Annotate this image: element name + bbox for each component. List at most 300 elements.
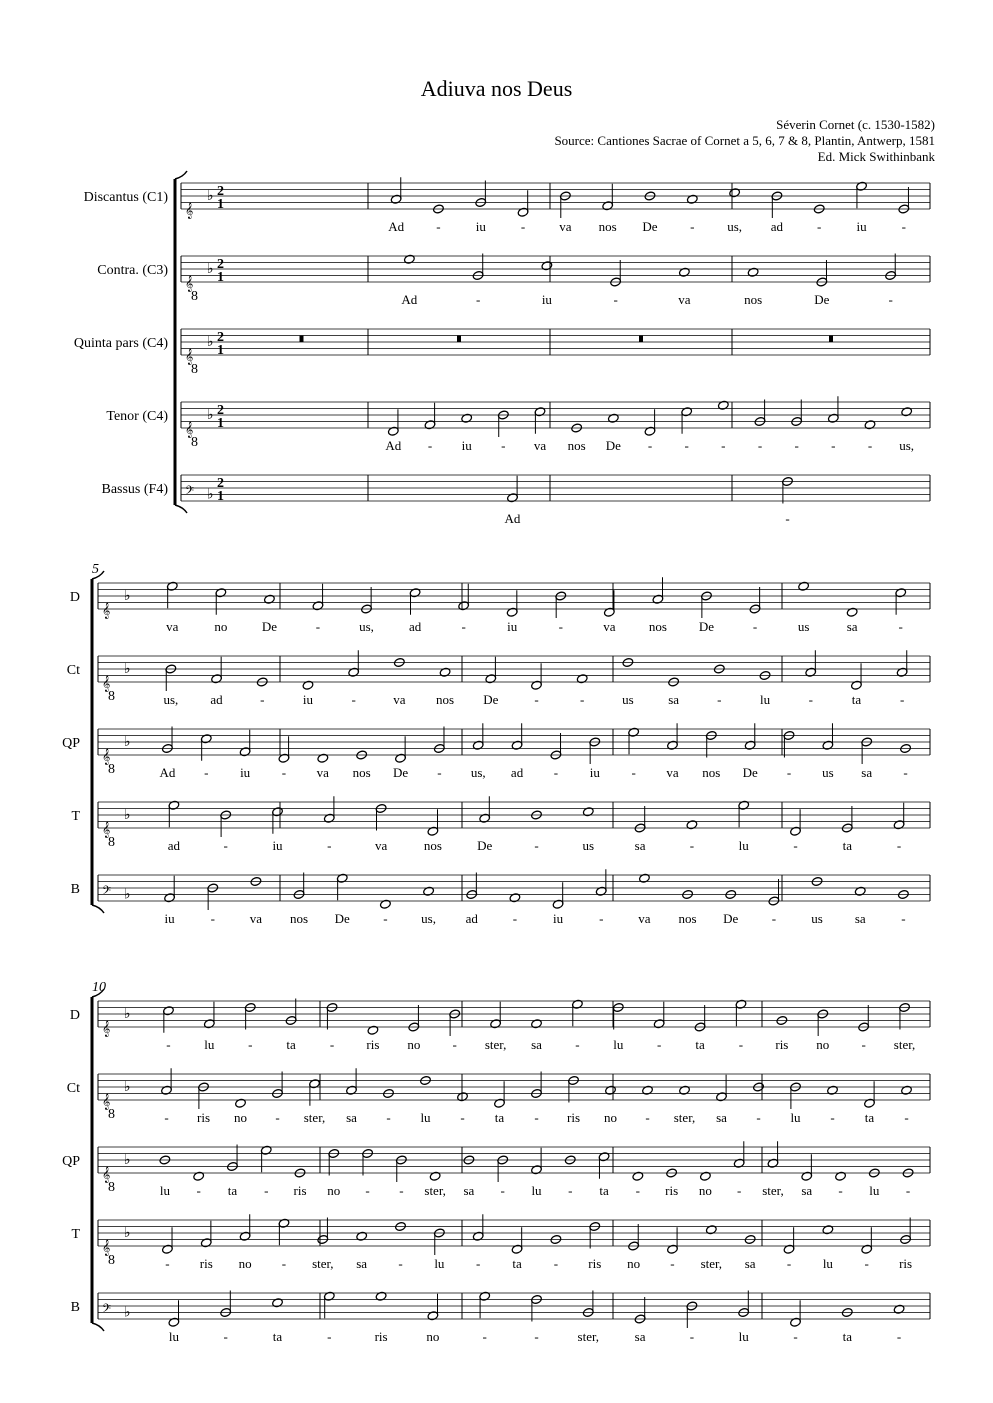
lyric-syllable: - [689,838,695,853]
treble-clef-icon: 𝄞 [185,350,194,365]
lyric-syllable: lu [759,692,771,707]
lyric-syllable: iu [302,692,314,707]
lyric-syllable: - [351,692,356,707]
lyric-syllable: ris [775,1037,789,1052]
flat-icon: ♭ [124,1153,131,1168]
lyric-syllable: no [234,1110,247,1125]
lyric-syllable: De [698,619,715,634]
staff-5 [71,1291,930,1345]
flat-icon: ♭ [207,262,214,277]
lyric-syllable: us, [359,619,374,634]
lyric-syllable: ta [512,1256,522,1271]
editor-credit: Ed. Mick Swithinbank [817,149,935,164]
lyric-syllable: - [520,219,526,234]
lyric-syllable: iu [272,838,283,853]
lyric-syllable: - [164,1110,169,1125]
lyric-syllable: - [204,765,209,780]
voice-label: T [71,1227,80,1242]
lyric-syllable: - [717,692,722,707]
lyric-syllable: va [678,292,691,307]
lyric-syllable: no [214,619,228,634]
time-signature-top: 2 [217,403,224,418]
voice-label: T [71,809,80,824]
lyric-syllable: sa [861,765,873,780]
lyric-syllable: sa [854,911,866,926]
lyric-syllable: ris [665,1183,679,1198]
lyric-syllable: - [831,438,836,453]
lyric-syllable: - [275,1110,280,1125]
lyric-syllable: ster, [424,1183,446,1198]
lyric-syllable: - [534,692,539,707]
flat-icon: ♭ [124,735,131,750]
lyric-syllable: - [452,1037,457,1052]
time-signature-top: 2 [217,330,224,345]
lyric-syllable: ta [842,1329,852,1344]
lyric-syllable: us [622,692,634,707]
staff-1 [70,577,930,634]
lyric-syllable: va [316,765,329,780]
lyric-syllable: no [627,1256,641,1271]
lyric-syllable: - [752,619,758,634]
rest [300,336,304,343]
lyric-syllable: sa [801,1183,813,1198]
lyric-syllable: iu [856,219,867,234]
lyric-syllable: - [599,911,604,926]
voice-label: B [70,882,80,897]
lyric-syllable: lu [531,1183,542,1198]
lyric-syllable: De [742,765,758,780]
lyric-syllable: - [223,838,228,853]
lyric-syllable: - [657,1037,662,1052]
lyric-syllable: ster, [673,1110,696,1125]
lyric-syllable: ta [864,1110,875,1125]
lyric-syllable: us, [421,911,436,926]
lyric-syllable: - [461,619,466,634]
lyric-syllable: ta [272,1329,283,1344]
lyric-syllable: - [327,838,332,853]
lyric-syllable: iu [461,438,472,453]
flat-icon: ♭ [124,1305,131,1321]
lyric-syllable: nos [648,619,667,634]
treble-clef-icon: 𝄞 [102,750,111,765]
octave-mark-icon: 8 [108,689,115,704]
lyric-syllable: lu [822,1256,833,1271]
lyric-syllable: sa [846,619,858,634]
lyric-syllable: - [553,765,559,780]
system-1 [74,171,930,526]
voice-label: Tenor (C4) [106,409,168,424]
lyric-syllable: ster, [893,1037,916,1052]
lyric-syllable: - [558,619,563,634]
lyric-syllable: us, [470,765,486,780]
lyric-syllable: us [811,911,823,926]
lyric-syllable: ta [851,692,862,707]
lyric-syllable: Ad [388,219,405,234]
lyric-syllable: sa [716,1110,727,1125]
rest [457,336,461,343]
lyric-syllable: De [723,911,739,926]
lyric-syllable: De [642,219,658,234]
staff-3 [62,1141,930,1198]
lyric-syllable: no [426,1329,440,1344]
lyric-syllable: ster, [577,1329,600,1344]
voice-label: Ct [66,1081,80,1096]
rest [829,336,833,343]
lyric-syllable: - [436,219,441,234]
lyric-syllable: va [666,765,679,780]
lyric-syllable: - [248,1037,253,1052]
staff-4 [71,1214,930,1271]
treble-clef-icon: 𝄞 [185,277,194,292]
lyric-syllable: - [838,1183,843,1198]
lyric-syllable: va [374,838,388,853]
lyric-syllable: iu [553,911,564,926]
staff-2 [97,254,930,308]
lyric-syllable: - [568,1183,573,1198]
flat-icon: ♭ [207,335,214,350]
lyric-syllable: - [864,1256,869,1271]
measure-number: 10 [92,980,106,995]
lyric-syllable: De [261,619,277,634]
lyric-syllable: - [898,619,903,634]
lyric-syllable: lu [204,1037,215,1052]
time-signature-bottom: 1 [217,197,224,212]
lyric-syllable: sa [346,1110,357,1125]
lyric-syllable: - [670,1256,675,1271]
lyric-syllable: ad [167,838,181,853]
lyric-syllable: no [816,1037,830,1052]
time-signature-top: 2 [217,257,224,272]
treble-clef-icon: 𝄞 [102,823,111,838]
lyric-syllable: va [559,219,572,234]
lyric-syllable: - [166,1037,171,1052]
lyric-syllable: - [786,1256,792,1271]
voice-label: Contra. (C3) [97,263,168,278]
staff-1 [84,177,930,234]
lyric-syllable: - [757,438,763,453]
lyric-syllable: De [392,765,409,780]
voice-label: Ct [66,663,80,678]
voice-label: QP [62,1154,80,1169]
lyric-syllable: ris [366,1037,380,1052]
lyric-syllable: ad [465,911,478,926]
lyric-syllable: - [460,1110,465,1125]
source-credit: Source: Cantiones Sacrae of Cornet a 5, 6, 7 & 8, Plantin, Antwerp, 1581 [554,133,935,148]
octave-mark-icon: 8 [108,762,115,777]
lyric-syllable: - [635,1183,641,1198]
lyric-syllable: lu [738,1329,749,1344]
lyric-syllable: - [281,1256,287,1271]
bass-clef-icon: 𝄢 [102,1303,112,1319]
flat-icon: ♭ [124,1226,131,1241]
lyric-syllable: - [817,219,822,234]
lyric-syllable: ad [408,619,422,634]
staff-4 [71,796,930,853]
staff-3 [74,329,930,377]
lyric-syllable: no [698,1183,712,1198]
flat-icon: ♭ [124,1007,131,1022]
lyric-syllable: - [534,1110,539,1125]
lyric-syllable: - [365,1183,370,1198]
lyric-syllable: va [603,619,616,634]
lyric-syllable: Ad [504,511,521,526]
lyric-syllable: - [756,1110,761,1125]
lyric-syllable: no [407,1037,421,1052]
lyric-syllable: no [604,1110,617,1125]
lyric-syllable: - [793,1329,798,1344]
lyric-syllable: sa [668,692,680,707]
lyric-syllable: - [329,1037,335,1052]
lyric-syllable: - [794,438,799,453]
lyric-syllable: va [166,619,179,634]
lyric-syllable: - [383,911,388,926]
lyric-syllable: - [501,438,506,453]
lyric-syllable: ta [494,1110,505,1125]
lyric-syllable: De [483,692,499,707]
lyric-syllable: - [738,1037,744,1052]
system-3 [62,980,930,1344]
lyric-syllable: iu [507,619,518,634]
lyric-syllable: - [896,1329,902,1344]
treble-clef-icon: 𝄞 [102,604,111,619]
lyric-syllable: - [315,619,321,634]
lyric-syllable: - [575,1037,580,1052]
lyric-syllable: us [797,619,810,634]
lyric-syllable: sa [634,838,646,853]
staff-2 [67,650,930,707]
lyric-syllable: - [398,1256,403,1271]
lyric-syllable: - [721,438,726,453]
treble-clef-icon: 𝄞 [102,1168,111,1183]
lyric-syllable: - [210,911,215,926]
lyric-syllable: - [327,1329,332,1344]
lyric-syllable: lu [420,1110,431,1125]
lyric-syllable: nos [744,292,763,307]
lyric-syllable: - [647,438,653,453]
lyric-syllable: - [786,765,792,780]
lyric-syllable: us, [899,438,915,453]
lyric-syllable: lu [613,1037,624,1052]
lyric-syllable: - [737,1183,742,1198]
flat-icon: ♭ [124,887,131,903]
lyric-syllable: ster, [700,1256,723,1271]
system-2 [62,562,930,926]
lyric-syllable: - [631,765,636,780]
lyric-syllable: - [861,1037,866,1052]
lyric-syllable: - [684,438,689,453]
lyric-syllable: ta [286,1037,296,1052]
lyric-syllable: nos [678,911,697,926]
bracket-bottom-hook [175,505,187,513]
voice-label: Discantus (C1) [83,190,168,205]
lyric-syllable: - [785,511,790,526]
lyric-syllable: iu [475,219,486,234]
lyric-syllable: lu [738,838,749,853]
lyric-syllable: ad [770,219,784,234]
lyric-syllable: - [904,1110,909,1125]
lyric-syllable: Ad [385,438,402,453]
composer-credit: Séverin Cornet (c. 1530-1582) [776,117,935,132]
lyric-syllable: no [238,1256,252,1271]
lyric-syllable: ris [588,1256,602,1271]
lyric-syllable: ris [199,1256,213,1271]
lyric-syllable: sa [634,1329,646,1344]
lyric-syllable: - [482,1329,487,1344]
lyric-syllable: - [534,1329,539,1344]
rest [639,336,643,343]
lyric-syllable: ta [599,1183,609,1198]
time-signature-bottom: 1 [217,270,224,285]
lyric-syllable: lu [168,1329,179,1344]
time-signature-bottom: 1 [217,343,224,358]
lyric-syllable: - [903,765,908,780]
bracket-top-hook [175,171,187,179]
staff-5 [101,475,930,526]
lyric-syllable: - [386,1110,391,1125]
lyric-syllable: nos [290,911,309,926]
bracket-bottom-hook [92,1323,104,1331]
lyric-syllable: sa [531,1037,542,1052]
lyric-syllable: va [638,911,651,926]
lyric-syllable: De [477,838,493,853]
lyric-syllable: De [814,292,830,307]
voice-label: D [69,1008,80,1023]
lyric-syllable: - [500,1183,505,1198]
lyric-syllable: nos [702,765,721,780]
lyric-syllable: - [475,292,481,307]
lyric-syllable: - [437,765,442,780]
voice-label: QP [62,736,80,751]
voice-label: Bassus (F4) [101,482,168,497]
flat-icon: ♭ [207,408,214,423]
treble-clef-icon: 𝄞 [102,1022,111,1037]
lyric-syllable: Ad [401,292,418,307]
measure-number: 5 [92,562,99,577]
lyric-syllable: - [281,765,287,780]
octave-mark-icon: 8 [191,362,198,377]
flat-icon: ♭ [124,808,131,823]
lyric-syllable: - [689,1329,695,1344]
flat-icon: ♭ [207,487,214,503]
lyric-syllable: us, [163,692,179,707]
time-signature-top: 2 [217,184,224,199]
lyric-syllable: - [165,1256,170,1271]
lyric-syllable: - [901,911,906,926]
flat-icon: ♭ [124,1080,131,1095]
lyric-syllable: - [901,219,907,234]
lyric-syllable: - [808,692,813,707]
staff-1 [70,999,930,1053]
lyric-syllable: - [690,219,695,234]
treble-clef-icon: 𝄞 [102,677,111,692]
lyric-syllable: va [533,438,547,453]
bass-clef-icon: 𝄢 [185,485,195,501]
lyric-syllable: sa [463,1183,475,1198]
lyric-syllable: us, [727,219,743,234]
bass-clef-icon: 𝄢 [102,885,112,901]
lyric-syllable: va [393,692,406,707]
time-signature-bottom: 1 [217,489,224,504]
lyric-syllable: De [605,438,621,453]
octave-mark-icon: 8 [108,835,115,850]
staff-2 [67,1068,930,1125]
lyric-syllable: ris [899,1256,913,1271]
lyric-syllable: - [553,1256,559,1271]
lyric-syllable: ris [374,1329,388,1344]
lyric-syllable: lu [434,1256,445,1271]
octave-mark-icon: 8 [108,1107,115,1122]
lyric-syllable: - [260,692,265,707]
lyric-syllable: ster, [303,1110,326,1125]
voice-label: B [70,1300,80,1315]
lyric-syllable: ris [197,1110,210,1125]
lyric-syllable: us [582,838,595,853]
lyric-syllable: ad [210,692,223,707]
lyric-syllable: no [327,1183,341,1198]
lyric-syllable: - [613,292,618,307]
lyric-syllable: iu [541,292,552,307]
lyric-syllable: Ad [159,765,176,780]
treble-clef-icon: 𝄞 [102,1241,111,1256]
lyric-syllable: - [580,692,585,707]
lyric-syllable: - [476,1256,481,1271]
lyric-syllable: - [888,292,893,307]
lyric-syllable: nos [436,692,455,707]
treble-clef-icon: 𝄞 [102,1095,111,1110]
lyric-syllable: sa [744,1256,756,1271]
lyric-syllable: - [534,838,539,853]
lyric-syllable: - [771,911,777,926]
lyric-syllable: iu [240,765,251,780]
treble-clef-icon: 𝄞 [185,204,194,219]
lyric-syllable: ad [510,765,524,780]
lyric-syllable: lu [790,1110,801,1125]
lyric-syllable: - [264,1183,269,1198]
lyric-syllable: ta [842,838,852,853]
staff-4 [106,396,930,453]
flat-icon: ♭ [207,189,214,204]
lyric-syllable: - [512,911,518,926]
lyric-syllable: De [334,911,350,926]
staff-3 [62,723,930,780]
lyric-syllable: lu [159,1183,170,1198]
lyric-syllable: va [249,911,263,926]
lyric-syllable: - [645,1110,650,1125]
octave-mark-icon: 8 [191,435,198,450]
time-signature-bottom: 1 [217,416,224,431]
lyric-syllable: - [896,838,902,853]
voice-label: Quinta pars (C4) [73,336,168,351]
lyric-syllable: nos [598,219,617,234]
bracket-bottom-hook [92,905,104,913]
staff-5 [71,869,930,926]
lyric-syllable: - [399,1183,404,1198]
lyric-syllable: ris [567,1110,580,1125]
lyric-syllable: - [867,438,873,453]
lyric-syllable: - [793,838,798,853]
lyric-syllable: - [196,1183,201,1198]
lyric-syllable: - [830,1110,835,1125]
lyric-syllable: ster, [762,1183,784,1198]
flat-icon: ♭ [124,662,131,677]
treble-clef-icon: 𝄞 [185,423,194,438]
lyric-syllable: ta [227,1183,238,1198]
octave-mark-icon: 8 [108,1180,115,1195]
lyric-syllable: ris [293,1183,307,1198]
lyric-syllable: nos [567,438,586,453]
lyric-syllable: ster, [312,1256,334,1271]
lyric-syllable: iu [164,911,175,926]
